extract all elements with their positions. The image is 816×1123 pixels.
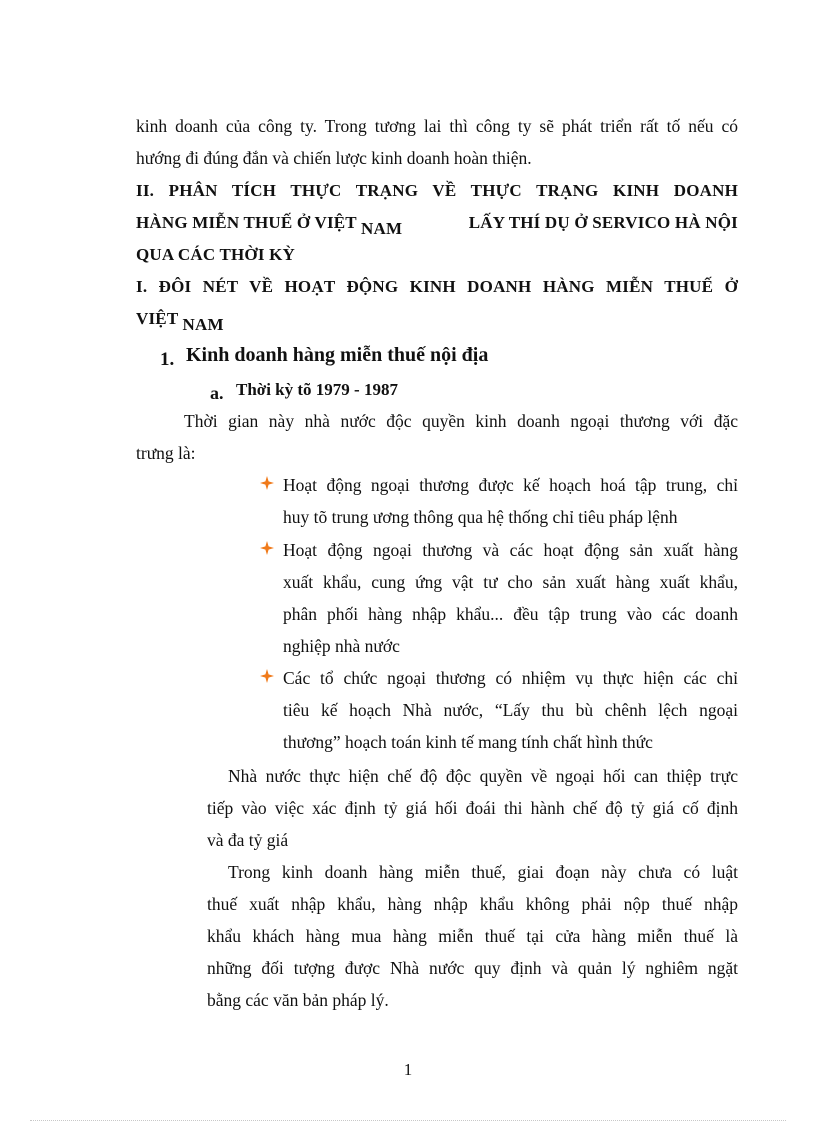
heading-fragment: VIỆT	[136, 309, 183, 328]
body-text-line: Trong kinh doanh hàng miễn thuế, giai đoạn này chưa có luật	[228, 862, 738, 882]
heading-fragment: LẤY THÍ DỤ Ở SERVICO HÀ NỘI	[468, 213, 738, 232]
body-text-line: hướng đi đúng đắn và chiến lược kinh doanh hoàn thiện.	[136, 148, 532, 168]
section-heading-line	[136, 308, 224, 336]
bullet-text-line: nghiệp nhà nước	[283, 636, 400, 656]
body-text-line: Nhà nước thực hiện chế độ độc quyền về ngoại hối can thiệp trực	[228, 766, 738, 786]
footer-divider	[30, 1120, 786, 1121]
heading-1	[160, 344, 489, 370]
four-point-star-icon	[260, 541, 274, 555]
page-number: 1	[403, 1060, 413, 1079]
four-point-star-icon	[260, 669, 274, 683]
bullet-text-line: huy tõ trung ương thông qua hệ thống chỉ tiêu pháp lệnh	[283, 507, 678, 527]
body-text-line: tiếp vào việc xác định tỷ giá hối đoái thi hành chế độ tỷ giá cố định	[207, 798, 738, 818]
body-text-line: bằng các văn bản pháp lý.	[207, 990, 389, 1010]
heading-letter: a.	[210, 383, 224, 403]
body-text-line: Thời gian này nhà nước độc quyền kinh doanh ngoại thương với đặc	[184, 411, 738, 431]
body-text-line: khẩu khách hàng mua hàng miễn thuế tại cửa hàng miễn thuế là	[207, 926, 738, 946]
body-text-line: những đối tượng được Nhà nước quy định và quản lý nghiêm ngặt	[207, 958, 738, 978]
heading-fragment: HÀNG MIỄN THUẾ Ở VIỆT	[136, 213, 361, 232]
bullet-text-line: tiêu kế hoạch Nhà nước, “Lấy thu bù chênh lệch ngoại	[283, 700, 738, 720]
bullet-text-line: Các tổ chức ngoại thương có nhiệm vụ thực hiện các chỉ	[283, 668, 738, 688]
section-heading-line	[136, 212, 738, 240]
heading-subscript: NAM	[182, 315, 224, 334]
body-text-line: thuế xuất nhập khẩu, hàng nhập khẩu không phải nộp thuế nhập	[207, 894, 738, 914]
section-heading-line: QUA CÁC THỜI KỲ	[136, 245, 296, 264]
body-text-line: trưng là:	[136, 443, 196, 463]
heading-text: Kinh doanh hàng miễn thuế nội địa	[186, 344, 489, 366]
body-text-line: kinh doanh của công ty. Trong tương lai thì công ty sẽ phát triển rất tố nếu có	[136, 116, 738, 136]
heading-text: Thời kỳ tõ 1979 - 1987	[236, 380, 398, 399]
body-text-line: và đa tỷ giá	[207, 830, 289, 850]
bullet-text-line: thương” hoạch toán kinh tế mang tính chất hình thức	[283, 732, 653, 752]
heading-number: 1.	[160, 349, 175, 370]
bullet-text-line: phân phối hàng nhập khẩu... đều tập trung vào các doanh	[283, 604, 738, 624]
heading-subscript: NAM	[360, 219, 403, 238]
bullet-text-line: Hoạt động ngoại thương được kế hoạch hoá tập trung, chỉ	[283, 475, 738, 495]
heading-2	[210, 378, 398, 401]
section-heading-line: I. ĐÔI NÉT VỀ HOẠT ĐỘNG KINH DOANH HÀNG MIỄN THUẾ Ở	[136, 277, 738, 296]
four-point-star-icon	[260, 476, 274, 490]
bullet-text-line: xuất khẩu, cung ứng vật tư cho sản xuất hàng xuất khẩu,	[283, 572, 738, 592]
section-heading-line: II. PHÂN TÍCH THỰC TRẠNG VỀ THỰC TRẠNG KINH DOANH	[136, 181, 738, 200]
bullet-text-line: Hoạt động ngoại thương và các hoạt động sản xuất hàng	[283, 540, 738, 560]
